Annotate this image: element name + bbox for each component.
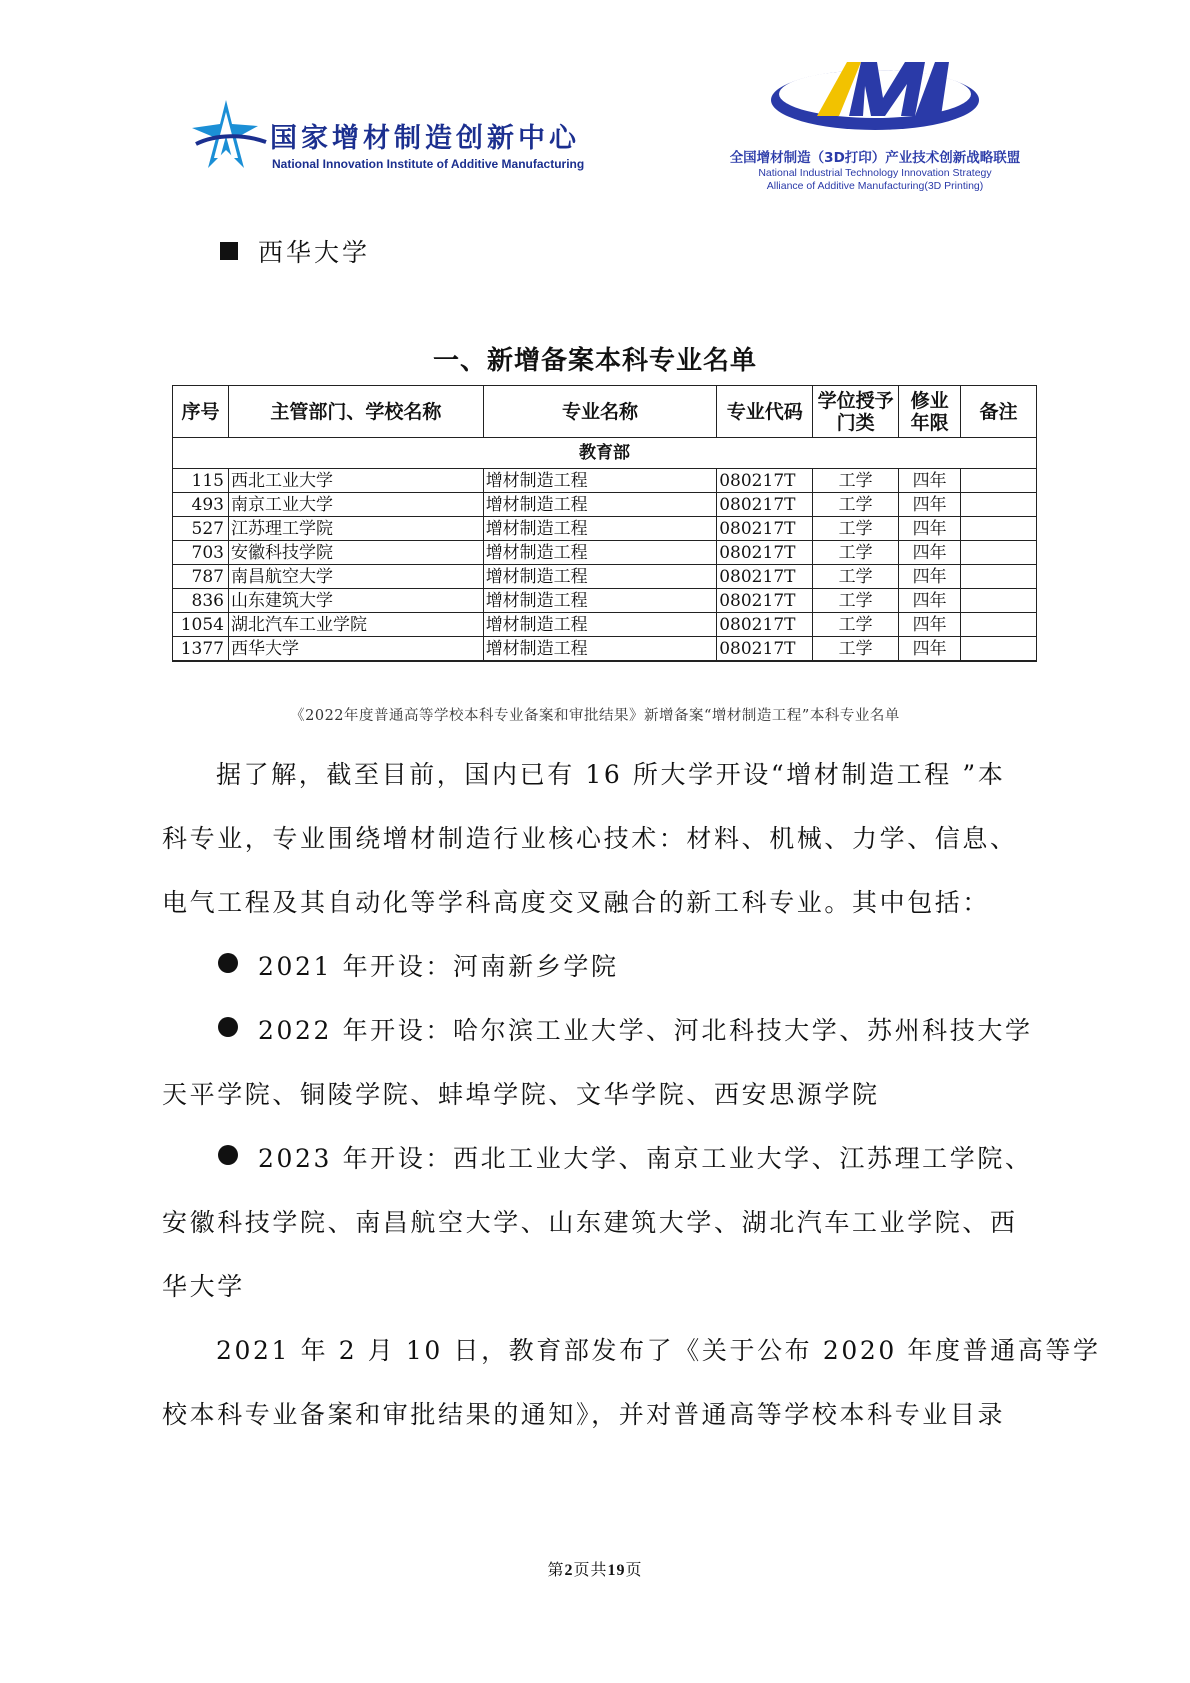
cell-major: 增材制造工程 — [483, 613, 717, 637]
cell-major: 增材制造工程 — [483, 469, 717, 493]
cell-no: 493 — [173, 493, 229, 517]
niiam-logo — [188, 98, 618, 176]
cell-years: 四年 — [899, 637, 961, 662]
cell-note — [961, 613, 1037, 637]
cell-code: 080217T — [717, 637, 813, 662]
bullet-2023 — [218, 1127, 1098, 1191]
table-header-row — [173, 386, 1037, 438]
header-major: 专业名称 — [483, 386, 717, 438]
cell-years: 四年 — [899, 541, 961, 565]
cell-degree: 工学 — [813, 565, 899, 589]
page-footer — [0, 1557, 1190, 1580]
cell-code: 080217T — [717, 493, 813, 517]
table-row — [173, 517, 1037, 541]
cell-no: 787 — [173, 565, 229, 589]
bullet-2023-line-2: 安徽科技学院、南昌航空大学、山东建筑大学、湖北汽车工业学院、西 — [162, 1208, 1018, 1237]
cell-no: 836 — [173, 589, 229, 613]
header-years-line1: 修业 — [910, 389, 949, 412]
footer-suffix: 页 — [625, 1560, 643, 1579]
cell-school: 西华大学 — [228, 637, 483, 662]
cell-degree: 工学 — [813, 613, 899, 637]
alliance-name-en-line2: Alliance of Additive Manufacturing(3D Printing) — [766, 180, 984, 192]
cell-major: 增材制造工程 — [483, 637, 717, 662]
cell-degree: 工学 — [813, 589, 899, 613]
cell-no: 1377 — [173, 637, 229, 662]
table-row — [173, 613, 1037, 637]
school-heading-text: 西华大学 — [258, 238, 371, 267]
cell-note — [961, 637, 1037, 662]
header-note: 备注 — [961, 386, 1037, 438]
cell-years: 四年 — [899, 565, 961, 589]
footer-page-number: 2 — [564, 1562, 574, 1579]
cell-years: 四年 — [899, 469, 961, 493]
cell-no: 115 — [173, 469, 229, 493]
cell-degree: 工学 — [813, 637, 899, 662]
paragraph-1-line-2: 科专业，专业围绕增材制造行业核心技术：材料、机械、力学、信息、 — [162, 824, 1018, 853]
am-logo-icon — [765, 58, 985, 136]
table-title: 一、新增备案本科专业名单 — [432, 346, 757, 376]
cell-degree: 工学 — [813, 469, 899, 493]
cell-note — [961, 565, 1037, 589]
cell-no: 527 — [173, 517, 229, 541]
cell-school: 南京工业大学 — [228, 493, 483, 517]
cell-no: 703 — [173, 541, 229, 565]
cell-degree: 工学 — [813, 541, 899, 565]
cell-school: 南昌航空大学 — [228, 565, 483, 589]
bullet-icon — [218, 1145, 238, 1165]
cell-years: 四年 — [899, 589, 961, 613]
table-row — [173, 469, 1037, 493]
cell-code: 080217T — [717, 565, 813, 589]
table-caption: 《2022年度普通高等学校本科专业备案和审批结果》新增备案“增材制造工程”本科专业名单 — [290, 708, 900, 724]
cell-school: 山东建筑大学 — [228, 589, 483, 613]
header-degree — [813, 386, 899, 438]
cell-years: 四年 — [899, 613, 961, 637]
cell-school: 江苏理工学院 — [228, 517, 483, 541]
square-bullet-icon — [220, 242, 238, 260]
cell-no: 1054 — [173, 613, 229, 637]
cell-major: 增材制造工程 — [483, 517, 717, 541]
niiam-name-en: National Innovation Institute of Additive Manufacturing — [272, 157, 585, 171]
niiam-name-cn: 国家增材制造创新中心 — [270, 123, 580, 154]
footer-middle: 页共 — [573, 1560, 608, 1579]
major-table — [172, 385, 1037, 662]
paragraph-2-line-2: 校本科专业备案和审批结果的通知》，并对普通高等学校本科专业目录 — [162, 1400, 1006, 1429]
cell-school: 西北工业大学 — [228, 469, 483, 493]
table-row — [173, 493, 1037, 517]
cell-code: 080217T — [717, 517, 813, 541]
cell-note — [961, 493, 1037, 517]
header-degree-line2: 门类 — [836, 411, 875, 434]
cell-code: 080217T — [717, 469, 813, 493]
footer-total-pages: 19 — [607, 1562, 626, 1579]
department-cell: 教育部 — [173, 438, 1037, 469]
cell-major: 增材制造工程 — [483, 565, 717, 589]
table-row — [173, 589, 1037, 613]
bullet-2022 — [218, 999, 1098, 1063]
cell-code: 080217T — [717, 541, 813, 565]
cell-degree: 工学 — [813, 493, 899, 517]
bullet-2023-line-3: 华大学 — [162, 1272, 245, 1301]
header-years-line2: 年限 — [910, 411, 949, 434]
cell-note — [961, 469, 1037, 493]
bullet-2023-text: 2023 年开设：西北工业大学、南京工业大学、江苏理工学院、 — [258, 1144, 1033, 1173]
footer-prefix: 第 — [547, 1560, 565, 1579]
bullet-2021 — [218, 935, 1098, 999]
cell-note — [961, 589, 1037, 613]
bullet-2022-text: 2022 年开设：哈尔滨工业大学、河北科技大学、苏州科技大学 — [258, 1016, 1033, 1045]
cell-years: 四年 — [899, 493, 961, 517]
cell-years: 四年 — [899, 517, 961, 541]
header-school: 主管部门、学校名称 — [228, 386, 483, 438]
bullet-icon — [218, 953, 238, 973]
alliance-name-cn: 全国增材制造（3D打印）产业技术创新战略联盟 — [729, 150, 1021, 166]
paragraph-1-line-3: 电气工程及其自动化等学科高度交叉融合的新工科专业。其中包括： — [162, 888, 991, 917]
header-no: 序号 — [173, 386, 229, 438]
star-a-logo-icon — [188, 98, 270, 172]
cell-major: 增材制造工程 — [483, 541, 717, 565]
table-row — [173, 637, 1037, 662]
paragraph-1-line-1: 据了解，截至目前，国内已有 16 所大学开设“增材制造工程 ”本 — [216, 760, 1006, 789]
paragraph-2-line-1: 2021 年 2 月 10 日，教育部发布了《关于公布 2020 年度普通高等学 — [216, 1336, 1101, 1365]
alliance-name-en-line1: National Industrial Technology Innovation Strategy — [758, 167, 992, 179]
cell-note — [961, 517, 1037, 541]
alliance-logo — [720, 58, 1030, 198]
bullet-2021-text: 2021 年开设：河南新乡学院 — [258, 952, 619, 981]
table-row — [173, 541, 1037, 565]
table-row — [173, 565, 1037, 589]
header-degree-line1: 学位授予 — [817, 389, 894, 412]
cell-school: 安徽科技学院 — [228, 541, 483, 565]
cell-major: 增材制造工程 — [483, 589, 717, 613]
cell-code: 080217T — [717, 589, 813, 613]
department-row — [173, 438, 1037, 469]
school-heading — [220, 233, 370, 269]
bullet-2022-line-2: 天平学院、铜陵学院、蚌埠学院、文华学院、西安思源学院 — [162, 1080, 880, 1109]
cell-school: 湖北汽车工业学院 — [228, 613, 483, 637]
cell-major: 增材制造工程 — [483, 493, 717, 517]
header-years — [899, 386, 961, 438]
cell-degree: 工学 — [813, 517, 899, 541]
cell-note — [961, 541, 1037, 565]
cell-code: 080217T — [717, 613, 813, 637]
header-code: 专业代码 — [717, 386, 813, 438]
bullet-icon — [218, 1017, 238, 1037]
